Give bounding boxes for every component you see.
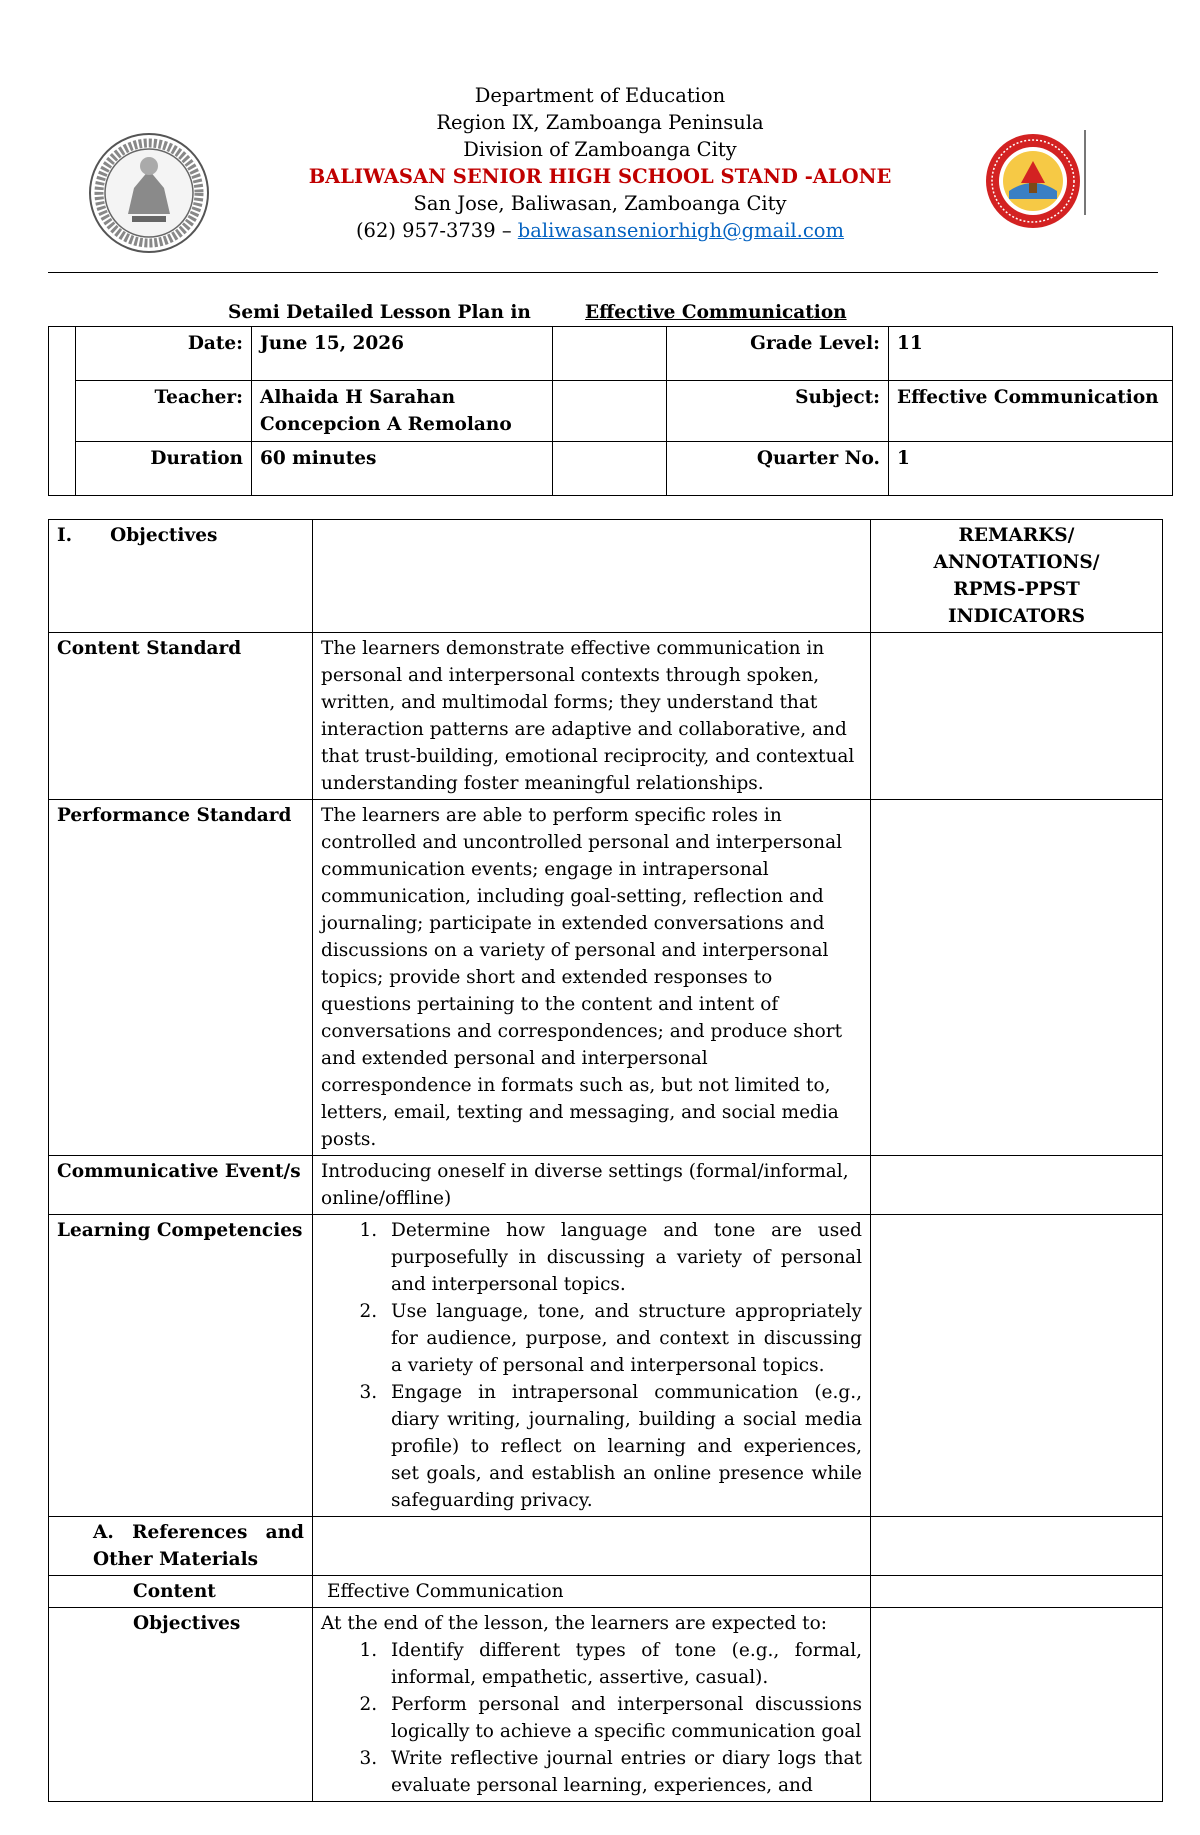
remarks-cell [871,1215,1163,1517]
plan-subject: Effective Communication [585,302,847,323]
duration-value: 60 minutes [252,442,553,496]
date-label: Date: [76,327,252,381]
school-name: BALIWASAN SENIOR HIGH SCHOOL STAND -ALONE [308,165,892,188]
list-item: 1. Determine how language and tone are used purposefully in discussing a variety of personal and interpersonal topics. [383,1217,862,1298]
remarks-cell [871,800,1163,1156]
department-line: Department of Education [474,84,726,107]
email-link[interactable]: baliwasanseniorhigh@gmail.com [517,219,845,242]
learning-competencies-label: Learning Competencies [49,1215,313,1517]
performance-standard-row [49,800,1163,1156]
info-margin-cell [49,327,76,496]
lesson-objectives-label: Objectives [49,1608,313,1802]
learning-competencies-cell [313,1215,871,1517]
lesson-table [48,519,1163,1802]
region-line: Region IX, Zamboanga Peninsula [436,111,764,134]
remarks-cell [871,1576,1163,1608]
references-cell [313,1517,871,1576]
content-label: Content [49,1576,313,1608]
list-item: 3. Write reflective journal entries or diary logs that evaluate personal learning, experiences, and [383,1745,862,1799]
performance-standard-label: Performance Standard [49,800,313,1156]
contact-line [0,217,1200,244]
list-item: 3. Engage in intrapersonal communication (e.g., diary writing, journaling, building a social media profile) to reflect on learning and experiences, set goals, and establish an online presence while safeguarding privacy. [383,1379,862,1514]
teacher-label: Teacher: [76,381,252,442]
info-row-teacher [49,381,1173,442]
competencies-list [321,1217,862,1514]
grade-label: Grade Level: [667,327,889,381]
division-line: Division of Zamboanga City [463,138,737,161]
remarks-cell [871,1608,1163,1802]
content-standard-row [49,633,1163,800]
grade-value: 11 [889,327,1173,381]
remarks-cell [871,1517,1163,1576]
lesson-objectives-row [49,1608,1163,1802]
teacher-name-1: Alhaida H Sarahan [260,387,456,408]
lesson-objectives-cell [313,1608,871,1802]
date-value: June 15, 2026 [252,327,553,381]
info-table [48,326,1173,496]
list-item: 2. Perform personal and interpersonal discussions logically to achieve a specific communication goal [383,1691,862,1745]
content-row [49,1576,1163,1608]
info-row-duration [49,442,1173,496]
phone-number: (62) 957-3739 – [355,219,518,242]
remarks-cell [871,1156,1163,1215]
quarter-value: 1 [889,442,1173,496]
letterhead [0,82,1200,244]
info-empty-cell [553,442,667,496]
info-row-date [49,327,1173,381]
lesson-objectives-list [321,1637,862,1799]
duration-label: Duration [76,442,252,496]
remarks-header: REMARKS/ ANNOTATIONS/ RPMS-PPST INDICATORS [871,520,1163,633]
references-row [49,1517,1163,1576]
objectives-number: I. [57,525,73,546]
quarter-label: Quarter No. [667,442,889,496]
info-empty-cell [553,381,667,442]
header-divider [48,272,1158,273]
content-standard-label: Content Standard [49,633,313,800]
lesson-objectives-intro: At the end of the lesson, the learners are expected to: [321,1613,827,1634]
objectives-header-row [49,520,1163,633]
list-item: 1. Identify different types of tone (e.g., formal, informal, empathetic, assertive, casual). [383,1637,862,1691]
teacher-name-2: Concepcion A Remolano [260,414,512,435]
performance-standard-text: The learners are able to perform specific roles in controlled and uncontrolled personal and interpersonal communication events; engage in intrapersonal communication, including goal-setting, reflection and journaling; participate in extended conversations and discussions on a variety of personal and interpersonal topics; provide short and extended responses to questions pertaining to the content and intent of conversations and correspondences; and produce short and extended personal and interpersonal correspondence in formats such as, but not limited to, letters, email, texting and messaging, and social media posts. [313,800,871,1156]
subject-value: Effective Communication [889,381,1173,442]
info-empty-cell [553,327,667,381]
list-item: 2. Use language, tone, and structure appropriately for audience, purpose, and context in discussing a variety of personal and interpersonal topics. [383,1298,862,1379]
communicative-events-row [49,1156,1163,1215]
references-label: A. References and Other Materials [49,1517,313,1576]
remarks-cell [871,633,1163,800]
content-standard-text: The learners demonstrate effective communication in personal and interpersonal contexts through spoken, written, and multimodal forms; they understand that interaction patterns are adaptive and collaborative, and that trust-building, emotional reciprocity, and contextual understanding foster meaningful relationships. [313,633,871,800]
objectives-header-empty [313,520,871,633]
objectives-header [49,520,313,633]
communicative-events-text: Introducing oneself in diverse settings (formal/informal, online/offline) [313,1156,871,1215]
plan-title: Semi Detailed Lesson Plan in [228,302,531,323]
address-line: San Jose, Baliwasan, Zamboanga City [413,192,787,215]
content-text: Effective Communication [313,1576,871,1608]
teacher-value [252,381,553,442]
learning-competencies-row [49,1215,1163,1517]
subject-label: Subject: [667,381,889,442]
communicative-events-label: Communicative Event/s [49,1156,313,1215]
objectives-label: Objectives [110,525,218,546]
